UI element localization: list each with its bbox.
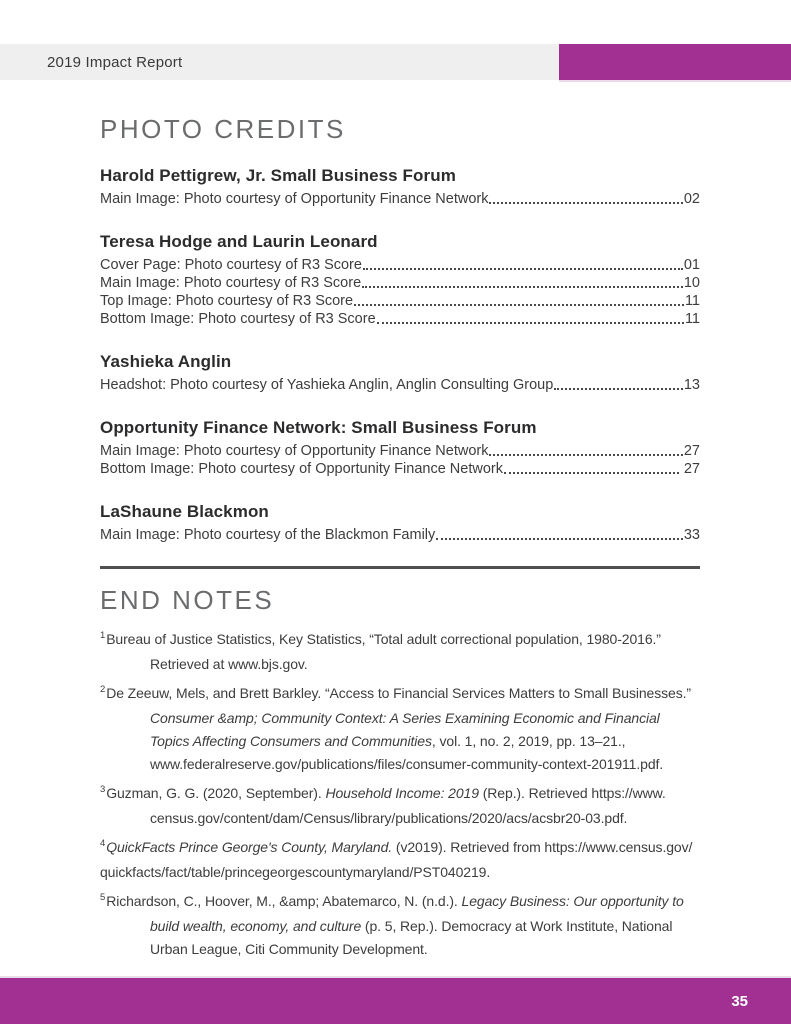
note-text-segment: Guzman, G. G. (2020, September). (106, 785, 326, 801)
note-text-segment: Household Income: 2019 (325, 785, 479, 801)
note-text-segment: (p. 5, Rep.). Democracy at Work Institute, National (361, 918, 673, 934)
dot-leader (489, 202, 682, 204)
page-number: 35 (731, 992, 748, 1010)
note-line (100, 890, 700, 915)
credit-entry-label: Top Image: Photo courtesy of R3 Score (100, 293, 354, 309)
end-note (100, 682, 700, 776)
credit-section (100, 502, 700, 544)
note-text-segment: build wealth, economy, and culture (150, 918, 362, 934)
credit-entry-page: 01 (683, 257, 700, 273)
note-line (100, 682, 700, 707)
note-text-segment: census.gov/content/dam/Census/library/publications/2020/acs/acsbr20-03.pdf. (150, 810, 628, 826)
dot-leader (504, 472, 679, 474)
end-notes-heading: END NOTES (100, 585, 275, 615)
note-text-segment: Bureau of Justice Statistics, Key Statistics, “Total adult correctional population, 1980-2016.” (106, 631, 661, 647)
credit-entry (100, 526, 700, 544)
credit-entry (100, 274, 700, 292)
note-text-segment: Retrieved at www.bjs.gov. (150, 656, 308, 672)
note-text-segment: quickfacts/fact/table/princegeorgescountymaryland/PST040219. (100, 864, 491, 880)
dot-leader (363, 268, 683, 270)
note-line (100, 861, 700, 884)
credit-entry-page: 11 (684, 311, 700, 327)
note-text-segment: Topics Affecting Consumers and Communities (150, 733, 432, 749)
credit-sections (100, 166, 700, 544)
dot-leader (436, 538, 683, 540)
credit-section-title: LaShaune Blackmon (100, 502, 269, 521)
credit-entry-label: Main Image: Photo courtesy of the Blackmon Family (100, 527, 436, 543)
dot-leader (489, 454, 682, 456)
note-line (100, 653, 700, 676)
credit-entry-label: Bottom Image: Photo courtesy of R3 Score (100, 311, 376, 327)
credit-entry (100, 190, 700, 208)
note-text-segment: (Rep.). Retrieved https://www. (478, 785, 666, 801)
credit-section-title: Teresa Hodge and Laurin Leonard (100, 232, 378, 251)
note-text-segment: Urban League, Citi Community Development. (150, 941, 428, 957)
credit-entry (100, 460, 700, 478)
credit-section-title: Yashieka Anglin (100, 352, 232, 371)
credit-entry-label: Cover Page: Photo courtesy of R3 Score (100, 257, 362, 273)
footnote-number: 2 (100, 684, 106, 695)
credit-section (100, 352, 700, 394)
note-line (100, 782, 700, 807)
dot-leader (377, 322, 684, 324)
credit-section-title: Opportunity Finance Network: Small Business Forum (100, 418, 537, 437)
section-divider (100, 566, 700, 569)
credit-entry-page: 27 (679, 461, 700, 477)
note-line (100, 836, 700, 861)
credit-entry-label: Headshot: Photo courtesy of Yashieka Anglin, Anglin Consulting Group (100, 377, 554, 393)
credit-entry (100, 256, 700, 274)
end-note (100, 836, 700, 884)
note-text-segment: (v2019). Retrieved from https://www.census.gov/ (392, 839, 693, 855)
page-content (100, 0, 700, 967)
note-text-segment: QuickFacts Prince George's County, Maryland. (106, 839, 393, 855)
note-text-segment: De Zeeuw, Mels, and Brett Barkley. “Access to Financial Services Matters to Small Businesses.” (106, 685, 691, 701)
note-text-segment: www.federalreserve.gov/publications/files/consumer-community-context-201911.pdf. (150, 756, 664, 772)
credit-entry-page: 11 (684, 293, 700, 309)
footnote-number: 4 (100, 838, 106, 849)
end-notes-list (100, 628, 700, 961)
note-line (100, 628, 700, 653)
note-text-segment: Richardson, C., Hoover, M., &amp; Abatemarco, N. (n.d.). (106, 893, 462, 909)
credit-entry-label: Main Image: Photo courtesy of R3 Score (100, 275, 362, 291)
note-text-segment: Legacy Business: Our opportunity to (461, 893, 684, 909)
credit-section (100, 232, 700, 328)
note-text-segment: Consumer &amp; Community Context: A Series Examining Economic and Financial (150, 710, 660, 726)
end-note (100, 890, 700, 961)
report-title: 2019 Impact Report (47, 53, 183, 71)
credit-entry (100, 292, 700, 310)
photo-credits-heading: PHOTO CREDITS (100, 114, 346, 144)
dot-leader (554, 388, 683, 390)
credit-entry (100, 310, 700, 328)
credit-section (100, 418, 700, 478)
end-note (100, 782, 700, 830)
credit-entry-page: 10 (683, 275, 700, 291)
footer-bar (0, 976, 791, 1024)
footnote-number: 1 (100, 630, 106, 641)
note-line (100, 707, 700, 730)
end-note (100, 628, 700, 676)
note-line (100, 807, 700, 830)
credit-entry-page: 33 (683, 527, 700, 543)
credit-entry-label: Bottom Image: Photo courtesy of Opportunity Finance Network (100, 461, 503, 477)
dot-leader (354, 304, 684, 306)
note-line (100, 915, 700, 938)
credit-entry-label: Main Image: Photo courtesy of Opportunity Finance Network (100, 191, 489, 207)
note-text-segment: , vol. 1, no. 2, 2019, pp. 13–21., (431, 733, 626, 749)
credit-section-title: Harold Pettigrew, Jr. Small Business Forum (100, 166, 456, 185)
credit-entry-page: 27 (683, 443, 700, 459)
note-line (100, 730, 700, 753)
credit-entry-label: Main Image: Photo courtesy of Opportunity Finance Network (100, 443, 489, 459)
footnote-number: 5 (100, 892, 106, 903)
note-line (100, 753, 700, 776)
credit-entry-page: 13 (683, 377, 700, 393)
credit-entry (100, 442, 700, 460)
note-line (100, 938, 700, 961)
dot-leader (362, 286, 683, 288)
credit-section (100, 166, 700, 208)
credit-entry-page: 02 (683, 191, 700, 207)
credit-entry (100, 376, 700, 394)
footnote-number: 3 (100, 784, 106, 795)
